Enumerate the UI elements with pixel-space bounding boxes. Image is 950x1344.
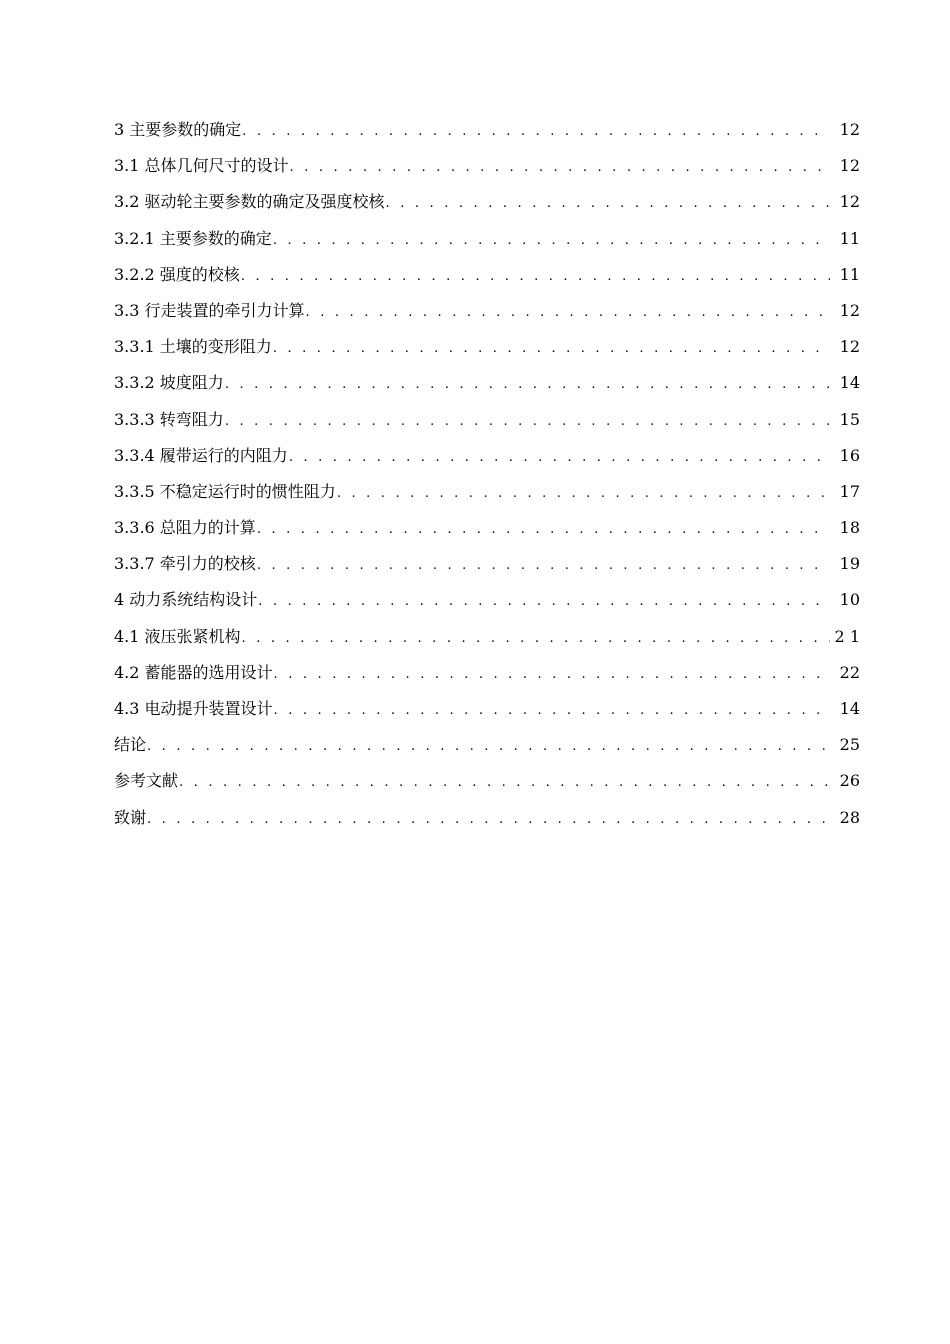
toc-entry-page: 28 bbox=[839, 807, 860, 827]
toc-dot-leader bbox=[242, 627, 830, 651]
toc-entry[interactable] bbox=[114, 806, 860, 842]
toc-entry-page: 14 bbox=[839, 699, 860, 718]
toc-dot-leader bbox=[225, 410, 830, 434]
toc-dot-leader bbox=[306, 301, 830, 325]
toc-entry[interactable] bbox=[114, 444, 860, 480]
toc-entry-page: 25 bbox=[839, 735, 860, 755]
toc-dot-leader bbox=[147, 808, 830, 832]
toc-entry[interactable] bbox=[114, 588, 860, 624]
toc-entry[interactable] bbox=[114, 118, 860, 154]
toc-entry-title: 3.3 行走装置的牵引力计算 bbox=[114, 300, 305, 320]
toc-entry[interactable] bbox=[114, 335, 860, 371]
toc-dot-leader bbox=[273, 337, 830, 361]
toc-entry-title: 3.3.7 牵引力的校核 bbox=[114, 554, 256, 574]
toc-dot-leader bbox=[179, 771, 830, 795]
toc-dot-leader bbox=[386, 192, 830, 216]
toc-entry[interactable] bbox=[114, 769, 860, 805]
toc-entry-page: 15 bbox=[839, 409, 860, 429]
toc-entry[interactable] bbox=[114, 227, 860, 263]
toc-entry-page: 11 bbox=[839, 264, 860, 284]
toc-entry[interactable] bbox=[114, 552, 860, 588]
toc-entry-title: 参考文献 bbox=[114, 771, 179, 791]
toc-entry-title: 3.3.2 坡度阻力 bbox=[114, 373, 224, 393]
toc-entry-page: 12 bbox=[839, 192, 860, 212]
toc-entry-title: 3.3.3 转弯阻力 bbox=[114, 409, 224, 429]
toc-entry[interactable] bbox=[114, 299, 860, 335]
toc-entry-title: 3.3.5 不稳定运行时的惯性阻力 bbox=[114, 481, 336, 501]
toc-entry-page: 17 bbox=[839, 481, 860, 501]
toc-dot-leader bbox=[273, 229, 830, 253]
toc-entry[interactable] bbox=[114, 263, 860, 299]
toc-dot-leader bbox=[257, 518, 830, 542]
toc-entry[interactable] bbox=[114, 625, 860, 661]
toc-entry-page: 11 bbox=[839, 228, 860, 248]
toc-entry-page: 18 bbox=[839, 518, 860, 538]
toc-dot-leader bbox=[290, 156, 830, 180]
toc-dot-leader bbox=[274, 663, 830, 687]
toc-dot-leader bbox=[289, 446, 830, 470]
toc-entry-page: 10 bbox=[839, 590, 860, 610]
toc-entry[interactable] bbox=[114, 371, 860, 407]
toc-entry[interactable] bbox=[114, 190, 860, 226]
toc-entry[interactable] bbox=[114, 733, 860, 769]
toc-entry-title: 3.3.4 履带运行的内阻力 bbox=[114, 445, 288, 465]
toc-entry-title: 致谢 bbox=[114, 807, 147, 827]
toc-entry-page: 14 bbox=[839, 373, 860, 393]
toc-entry-title: 3 主要参数的确定 bbox=[114, 120, 242, 139]
toc-entry-title: 结论 bbox=[114, 735, 147, 755]
table-of-contents bbox=[114, 118, 860, 842]
toc-entry-title: 4.3 电动提升装置设计 bbox=[114, 699, 273, 718]
toc-entry[interactable] bbox=[114, 154, 860, 190]
toc-entry-title: 4 动力系统结构设计 bbox=[114, 590, 258, 610]
toc-entry-title: 3.1 总体几何尺寸的设计 bbox=[114, 156, 289, 176]
toc-entry[interactable] bbox=[114, 516, 860, 552]
toc-entry-title: 3.2.2 强度的校核 bbox=[114, 264, 240, 284]
toc-entry-title: 3.2 驱动轮主要参数的确定及强度校核 bbox=[114, 192, 385, 212]
toc-entry-title: 3.2.1 主要参数的确定 bbox=[114, 228, 272, 248]
toc-dot-leader bbox=[242, 120, 830, 144]
toc-dot-leader bbox=[258, 590, 830, 614]
toc-entry-page: 2 1 bbox=[834, 626, 860, 646]
toc-dot-leader bbox=[147, 735, 830, 759]
toc-entry[interactable] bbox=[114, 697, 860, 733]
toc-entry-title: 4.2 蓄能器的选用设计 bbox=[114, 662, 273, 682]
toc-entry-page: 12 bbox=[839, 156, 860, 176]
toc-entry[interactable] bbox=[114, 408, 860, 444]
toc-entry[interactable] bbox=[114, 661, 860, 697]
toc-dot-leader bbox=[337, 482, 830, 506]
toc-entry[interactable] bbox=[114, 480, 860, 516]
toc-dot-leader bbox=[225, 373, 830, 397]
toc-entry-page: 19 bbox=[839, 554, 860, 574]
toc-entry-title: 3.3.6 总阻力的计算 bbox=[114, 518, 256, 538]
toc-entry-page: 16 bbox=[839, 445, 860, 465]
toc-entry-title: 4.1 液压张紧机构 bbox=[114, 626, 241, 646]
toc-entry-title: 3.3.1 土壤的变形阻力 bbox=[114, 337, 272, 357]
toc-entry-page: 12 bbox=[839, 300, 860, 320]
toc-entry-page: 12 bbox=[839, 120, 860, 139]
toc-dot-leader bbox=[241, 265, 830, 289]
toc-entry-page: 12 bbox=[839, 337, 860, 357]
toc-entry-page: 22 bbox=[839, 662, 860, 682]
toc-dot-leader bbox=[274, 699, 830, 723]
toc-entry-page: 26 bbox=[839, 771, 860, 791]
toc-dot-leader bbox=[257, 554, 830, 578]
